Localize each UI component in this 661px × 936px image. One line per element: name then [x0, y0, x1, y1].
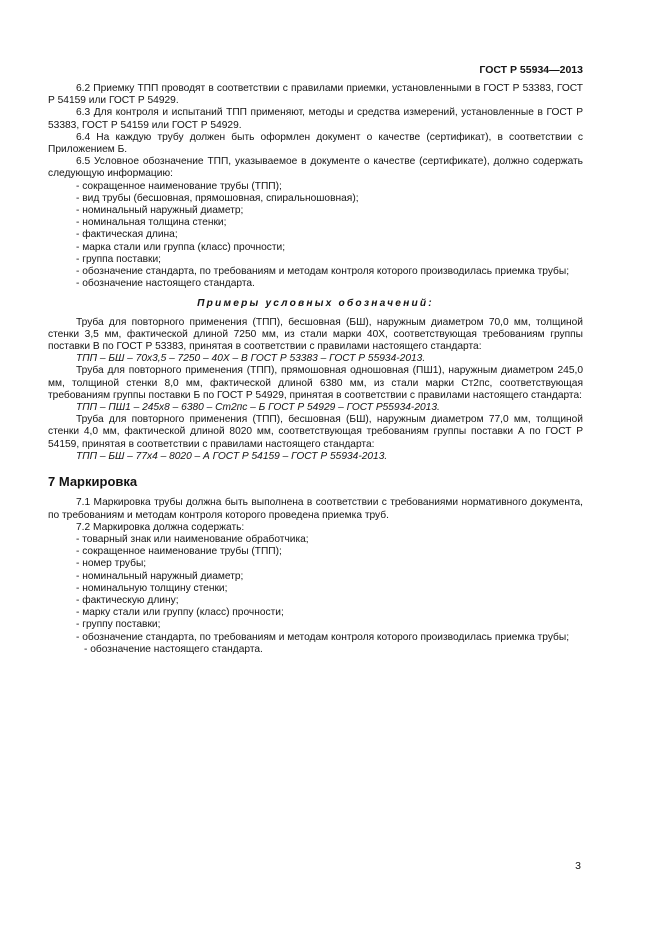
list-item: - марку стали или группу (класс) прочности;: [76, 607, 284, 619]
list-item: - марка стали или группа (класс) прочности;: [76, 241, 286, 253]
list-item: - обозначение настоящего стандарта.: [84, 643, 263, 655]
list-item: - номинальный наружный диаметр;: [76, 570, 244, 582]
example-text: Труба для повторного применения (ТПП), прямошовная одношовная (ПШ1), наружным диаметром 245,0 мм, толщиной стенки 8,0 мм, фактической длиной 6380 мм, из стали марки Ст2пс, соответствующая требованиям группы поставки Б по ГОСТ Р 54929, принятая в соответствии с правилами настоящего стандарта:: [48, 365, 583, 401]
list-item: - группу поставки;: [76, 619, 161, 631]
list-item: - обозначение настоящего стандарта.: [76, 278, 255, 290]
list-item: - сокращенное наименование трубы (ТПП);: [76, 180, 282, 192]
examples-title: Примеры условных обозначений:: [197, 298, 434, 310]
example-text: Труба для повторного применения (ТПП), бесшовная (БШ), наружным диаметром 77,0 мм, толщиной стенки 4,0 мм, фактической длиной 8020 мм, соответствующая требованиям группы поставки А по ГОСТ Р 54159, принятая в соответствии с правилами настоящего стандарта:: [48, 414, 583, 450]
list-item: - номинальный наружный диаметр;: [76, 205, 244, 217]
paragraph-6-5: 6.5 Условное обозначение ТПП, указываемое в документе о качестве (сертификате), должно содержать следующую информацию:: [48, 156, 583, 180]
list-item: - номинальная толщина стенки;: [76, 217, 227, 229]
section-7-heading: 7 Маркировка: [48, 474, 138, 490]
list-item: - вид трубы (бесшовная, прямошовная, спиральношовная);: [76, 192, 359, 204]
list-item: - группа поставки;: [76, 253, 161, 265]
example-designation: ТПП – БШ – 77х4 – 8020 – А ГОСТ Р 54159 – ГОСТ Р 55934-2013.: [76, 450, 388, 462]
document-body: [48, 83, 583, 656]
list-item: - фактическую длину;: [76, 594, 179, 606]
list-item: - номинальную толщину стенки;: [76, 582, 228, 594]
page-number: 3: [575, 860, 581, 872]
paragraph-7-1: 7.1 Маркировка трубы должна быть выполнена в соответствии с требованиями нормативного документа, по требованиям и методам контроля которого проведена приемка труб.: [48, 497, 583, 521]
list-item: - сокращенное наименование трубы (ТПП);: [76, 546, 282, 558]
list-item: - номер трубы;: [76, 558, 147, 570]
list-item: - товарный знак или наименование обработчика;: [76, 533, 309, 545]
standard-code-header: ГОСТ Р 55934—2013: [479, 64, 583, 76]
example-designation: ТПП – ПШ1 – 245х8 – 6380 – Ст2пс – Б ГОСТ Р 54929 – ГОСТ Р55934-2013.: [76, 402, 440, 414]
example-designation: ТПП – БШ – 70х3,5 – 7250 – 40Х – В ГОСТ Р 53383 – ГОСТ Р 55934-2013.: [76, 353, 426, 365]
paragraph-6-3: 6.3 Для контроля и испытаний ТПП применяют, методы и средства измерений, установленные в ГОСТ Р 53383, ГОСТ Р 54159 или ГОСТ Р 54929.: [48, 107, 583, 131]
paragraph-6-4: 6.4 На каждую трубу должен быть оформлен документ о качестве (сертификат), в соответствии с Приложением Б.: [48, 131, 583, 156]
list-item: - обозначение стандарта, по требованиям и методам контроля которого производилась приемка трубы;: [76, 266, 570, 278]
list-item: - фактическая длина;: [76, 229, 178, 241]
list-item: - обозначение стандарта, по требованиям и методам контроля которого производилась приемка трубы;: [76, 631, 570, 643]
example-text: Труба для повторного применения (ТПП), бесшовная (БШ), наружным диаметром 70,0 мм, толщиной стенки 3,5 мм, фактической длиной 7250 мм, из стали марки 40Х, соответствующая требованиям группы поставки В по ГОСТ Р 53383, принятая в соответствии с правилами настоящего стандарта:: [48, 316, 583, 353]
paragraph-6-2: 6.2 Приемку ТПП проводят в соответствии с правилами приемки, установленными в ГОСТ Р 53383, ГОСТ Р 54159 или ГОСТ Р 54929.: [48, 83, 583, 107]
paragraph-7-2: 7.2 Маркировка должна содержать:: [76, 521, 245, 533]
